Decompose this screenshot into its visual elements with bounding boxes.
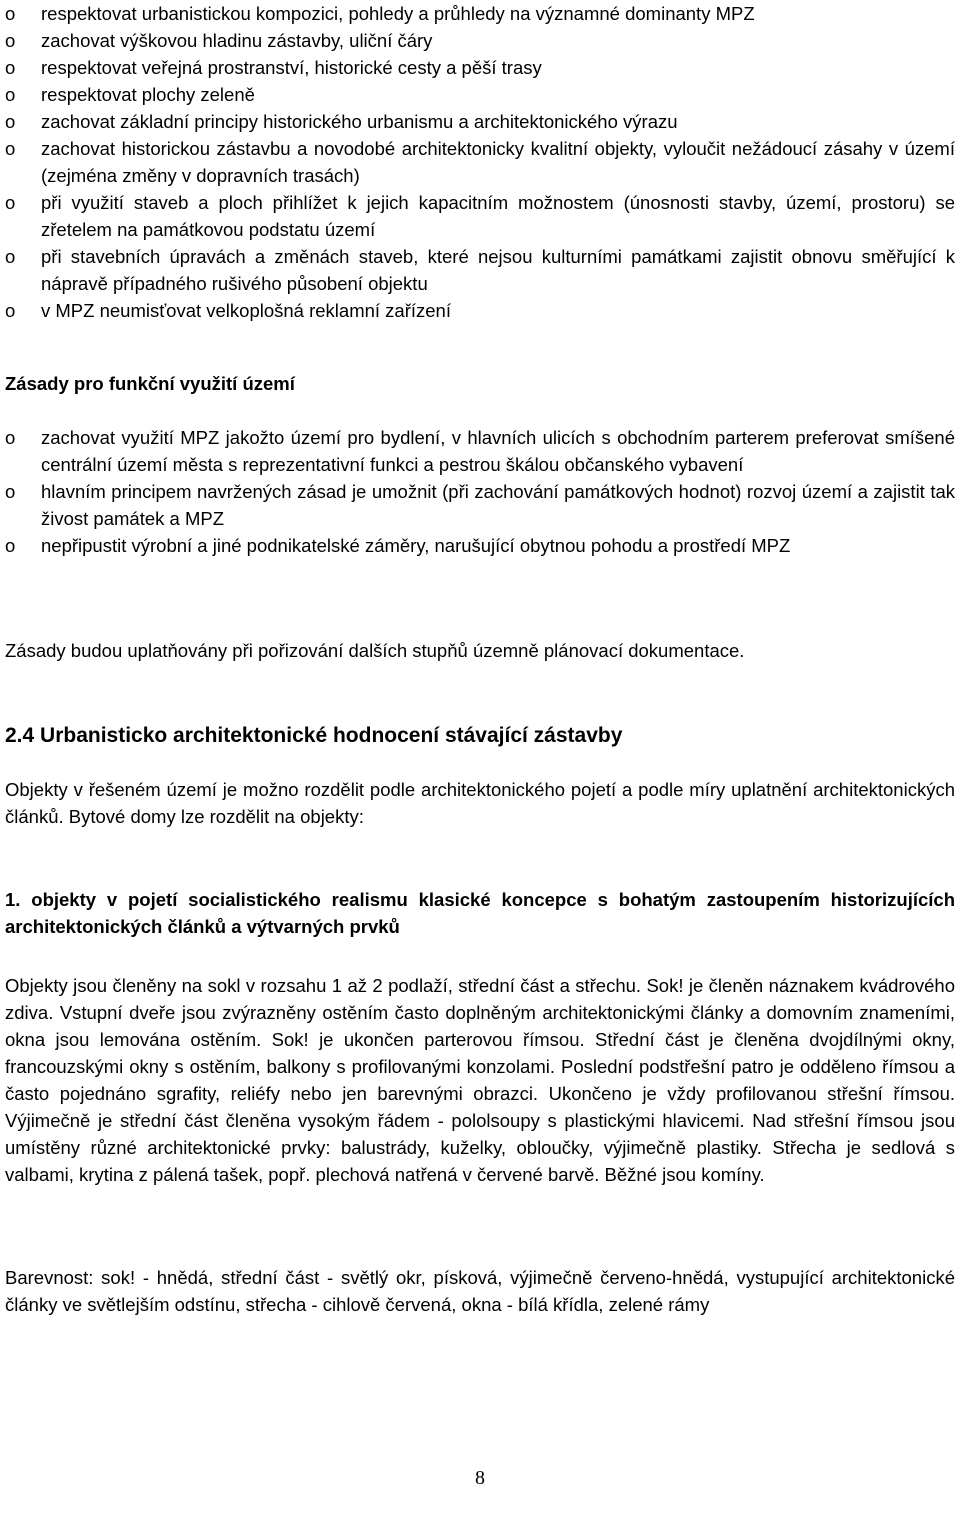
section-heading: 2.4 Urbanisticko architektonické hodnocení stávající zástavby [5,724,623,747]
list-item [5,108,955,135]
section-intro-block [5,776,955,830]
subsection-heading-block [5,886,955,940]
list-item [5,135,955,189]
list-item-text: hlavním principem navržených zásad je umožnit (při zachování památkových hodnot) rozvoj území a zajistit tak živost památek a MPZ [41,481,955,529]
list-item [5,478,955,532]
colour-note-block [5,1264,955,1318]
list-item [5,532,955,559]
bullet-marker: o [5,427,16,448]
list-item-text: při využití staveb a ploch přihlížet k jejich kapacitním možnostem (únosnosti stavby, území, prostoru) se zřetelem na památkovou podstatu území [41,192,955,240]
list-item [5,189,955,243]
list-item-text: zachovat historickou zástavbu a novodobé architektonicky kvalitní objekty, vyloučit nežádoucí zásahy v území (zejména změny v dopravních trasách) [41,138,955,186]
functional-bullet-list-section [5,424,955,559]
bullet-marker: o [5,84,16,105]
list-item-text: respektovat plochy zeleně [41,84,255,105]
list-item [5,0,955,27]
list-item-text: zachovat využití MPZ jakožto území pro bydlení, v hlavních ulicích s obchodním parterem preferovat smíšené centrální území města s reprezentativní funkci a pestrou škálou občanského vybavení [41,427,955,475]
subsection-heading: 1. objekty v pojetí socialistického realismu klasické koncepce s bohatým zastoupením historizujících architektonických článků a výtvarných prvků [5,889,955,937]
page-number: 8 [475,1467,485,1489]
section-intro: Objekty v řešeném území je možno rozdělit podle architektonického pojetí a podle míry uplatnění architektonických článků. Bytové domy lze rozdělit na objekty: [5,779,955,827]
top-bullet-list-section [5,0,955,324]
functional-heading-block [5,370,955,397]
subsection-body-block [5,972,955,1188]
top-bullet-list [5,0,955,324]
bullet-marker: o [5,192,16,213]
bullet-marker: o [5,111,16,132]
bullet-marker: o [5,300,16,321]
functional-bullet-list [5,424,955,559]
bullet-marker: o [5,30,16,51]
bullet-marker: o [5,3,16,24]
list-item [5,297,955,324]
list-item-text: nepřipustit výrobní a jiné podnikatelské záměry, narušující obytnou pohodu a prostředí MPZ [41,535,791,556]
principles-note-block [5,637,955,664]
list-item [5,81,955,108]
bullet-marker: o [5,481,16,502]
list-item-text: v MPZ neumisťovat velkoplošná reklamní zařízení [41,300,451,321]
subsection-body: Objekty jsou členěny na sokl v rozsahu 1 až 2 podlaží, střední část a střechu. Sok! je členěn náznakem kvádrového zdiva. Vstupní dveře jsou zvýrazněny ostěním často doplněným architektonickými články a domovním znameními, okna jsou lemována ostěním. Sok! je ukončen parterovou římsou. Střední část je členěna dvojdílnými okny, francouzskými okny s ostěním, balkony s profilovanými konzolami. Poslední podstřešní patro je odděleno římsou a často pojednáno sgrafity, reliéfy nebo jen barevnými obrazci. Ukončeno je vždy profilovanou střešní římsou. Výjimečně je střední část členěna vysokým řádem - pololsoupy s plastickými hlavicemi. Nad střešní římsou jsou umístěny různé architektonické prvky: balustrády, kuželky, obloučky, výjimečně plastiky. Střecha je sedlová s valbami, krytina z pálená tašek, popř. plechová natřená v červené barvě. Běžné jsou komíny. [5,975,955,1185]
list-item [5,27,955,54]
list-item-text: respektovat urbanistickou kompozici, pohledy a průhledy na významné dominanty MPZ [41,3,755,24]
section-heading-block [5,721,955,750]
list-item [5,424,955,478]
list-item [5,243,955,297]
bullet-marker: o [5,246,16,267]
list-item [5,54,955,81]
list-item-text: zachovat výškovou hladinu zástavby, uliční čáry [41,30,433,51]
list-item-text: respektovat veřejná prostranství, historické cesty a pěší trasy [41,57,542,78]
functional-heading: Zásady pro funkční využití území [5,373,295,394]
list-item-text: při stavebních úpravách a změnách staveb, které nejsou kulturními památkami zajistit obnovu směřující k nápravě případného rušivého působení objektu [41,246,955,294]
colour-note: Barevnost: sok! - hnědá, střední část - světlý okr, písková, výjimečně červeno-hnědá, vystupující architektonické články ve světlejším odstínu, střecha - cihlově červená, okna - bílá křídla, zelené rámy [5,1267,955,1315]
bullet-marker: o [5,138,16,159]
bullet-marker: o [5,57,16,78]
list-item-text: zachovat základní principy historického urbanismu a architektonického výrazu [41,111,678,132]
bullet-marker: o [5,535,16,556]
principles-note: Zásady budou uplatňovány při pořizování dalších stupňů územně plánovací dokumentace. [5,640,745,661]
